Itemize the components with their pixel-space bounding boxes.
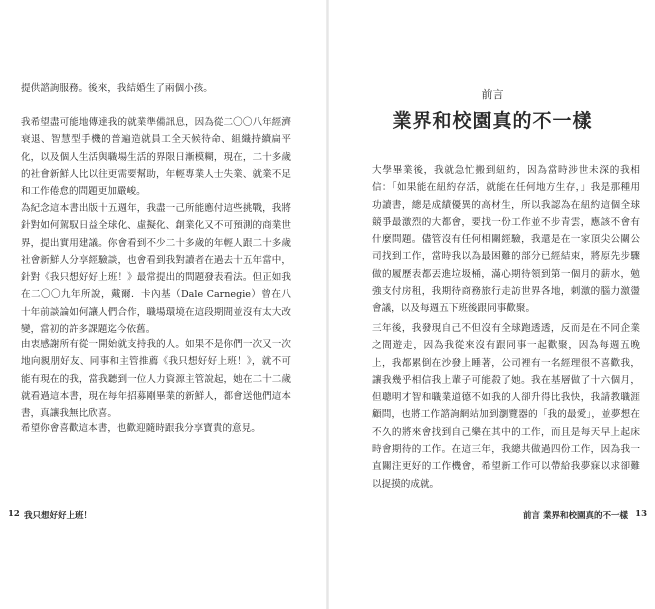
right-paragraph-2: 三年後，我發現自己不但沒有全球跑透透，反而是在不同企業之間遊走，因為我從來沒有跟同事一起歡聚，因為每週五晚上，我都累倒在沙發上睡著，公司裡有一名經理很不喜歡我，讓我幾乎相信我上輩子可能殺了她。我在基層做了十六個月，但聰明才智和職業道德不如我的人卻升得比我快，我請教職涯顧問，也將工作諮詢網站加到瀏覽器的「我的最愛」，並夢想在不久的將來會找到自己樂在其中的工作，而且是每天早上起床時會期待的工作。在這三年，我總共做過四份工作，因為我一直關注更好的工作機會，希望新工作可以帶給我夢寐以求卻難以捉摸的成就。 <box>372 323 640 490</box>
left-running-title: 我只想好好上班！ <box>24 511 93 521</box>
right-paragraph-1: 大學畢業後，我就急忙搬到紐約，因為當時涉世未深的我相信：「如果能在紐約存活，就能在任何地方生存，」我是那種用功讀書，總是成績優異的高材生，所以我認為在紐約這個全球競爭最激烈的大都會，要找一份工作並不步青雲，應該不會有什麼問題。儘管沒有任何相關經驗，我還是在一家頂尖公關公司找到工作，當時我以為最困難的部分已經結束，將原先步驟做的履歷表都丟進垃圾桶，滿心期待領到第一個月的薪水，勉強支付房租，我期待商務旅行走訪世界各地，刺激的腦力激盪會議，以及每週五下班後跟同事歡聚。 <box>372 165 640 315</box>
left-paragraph-2: 我希望盡可能地傳達我的就業準備訊息，因為從二〇〇八年經濟衰退、智慧型手機的普遍造就員工全天候待命、組織持續扁平化，以及個人生活與職場生活的界限日漸模糊，現在，二十多歲的社會新鮮人比以往更需要幫助，年輕專業人士失業、就業不足和工作倦怠的問題更加嚴峻。 <box>21 117 291 198</box>
left-paragraph-5: 希望你會喜歡這本書，也歡迎隨時跟我分享寶貴的意見。 <box>21 423 261 434</box>
left-paragraph-1: 提供諮詢服務。後來，我結婚生了兩個小孩。 <box>21 83 213 94</box>
chapter-label: 前言 <box>481 88 504 101</box>
left-paragraph-3: 為紀念這本書出版十五週年，我盡一己所能應付這些挑戰，我將針對如何駕馭日益全球化、虛擬化、創業化又不可預測的商業世界，提出實用建議。你會看到不少二十多歲的年輕人跟二十多歲社會新鮮人分享經驗談，也會看到我對讀者在過去十五年當中，針對《我只想好好上班！》最常提出的問題發表看法。但正如我在二〇〇九年所說，戴爾．卡內基（Dale Carnegie）曾在八十年前談論如何讓人們合作，職場環境在這段期間並沒有太大改變，當初的許多課題迄今依舊。 <box>21 203 291 336</box>
left-paragraph-4: 由衷感謝所有從一開始就支持我的人。如果不是你們一次又一次地向親朋好友、同事和主管推薦《我只想好好上班！》，就不可能有現在的我，當我聽到一位人力資源主管說起，她在二十二歲就看過這本書，現在每年招募剛畢業的新鮮人，都會送他們這本書，真讓我無比欣喜。 <box>21 339 291 420</box>
chapter-title: 業界和校園真的不一樣 <box>392 110 593 132</box>
right-page <box>330 0 655 609</box>
left-page-number: 12 <box>8 509 20 519</box>
right-running-title: 前言 業界和校園真的不一樣 <box>523 511 628 521</box>
right-page-number: 13 <box>635 509 647 519</box>
left-page <box>0 0 325 609</box>
book-gutter <box>326 0 329 609</box>
